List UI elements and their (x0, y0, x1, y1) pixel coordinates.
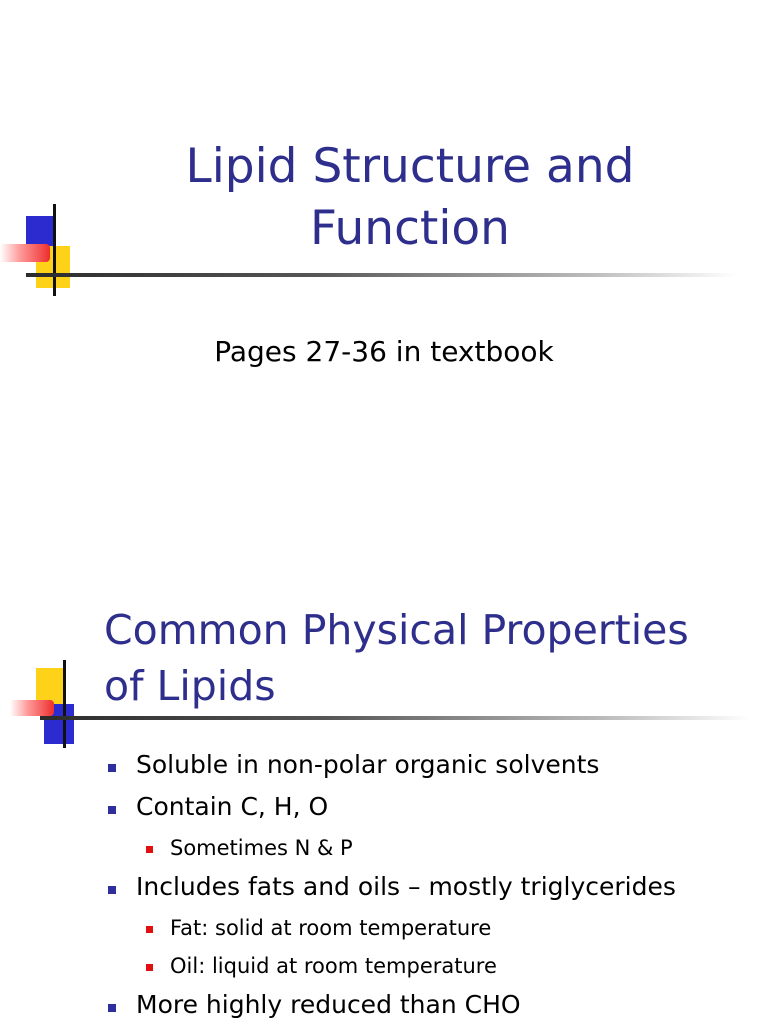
title-rule (40, 716, 750, 720)
deco-vertical-line (53, 204, 56, 296)
deco-blue-square (26, 216, 56, 246)
slide-title (150, 136, 670, 260)
bullet-item: Includes fats and oils – mostly triglycerides (104, 870, 754, 904)
slide-decoration (0, 660, 110, 760)
sub-bullet-list (104, 832, 754, 864)
bullet-item: Contain C, H, O (104, 790, 754, 824)
slide-title-line-1: Common Physical Properties (104, 606, 689, 654)
bullet-item: More highly reduced than CHO (104, 988, 754, 1022)
slide-title-line-1: Lipid Structure and (185, 139, 635, 194)
slide-title-line-2: Function (310, 201, 510, 256)
deco-red-bar (10, 700, 54, 716)
bullet-list (104, 748, 754, 1024)
content-slide (0, 576, 768, 1024)
deco-vertical-line (63, 660, 66, 748)
deco-red-bar (0, 244, 50, 262)
slide-subtitle: Pages 27-36 in textbook (214, 335, 554, 368)
slide-title (104, 602, 754, 714)
deco-yellow-square (36, 668, 66, 704)
sub-bullet-list (104, 912, 754, 982)
sub-bullet-item: Sometimes N & P (104, 832, 754, 864)
slide-decoration (0, 204, 110, 304)
slide-title-line-2: of Lipids (104, 662, 276, 710)
sub-bullet-item: Fat: solid at room temperature (104, 912, 754, 944)
sub-bullet-item: Oil: liquid at room temperature (104, 950, 754, 982)
title-rule (26, 273, 736, 277)
bullet-item: Soluble in non-polar organic solvents (104, 748, 754, 782)
